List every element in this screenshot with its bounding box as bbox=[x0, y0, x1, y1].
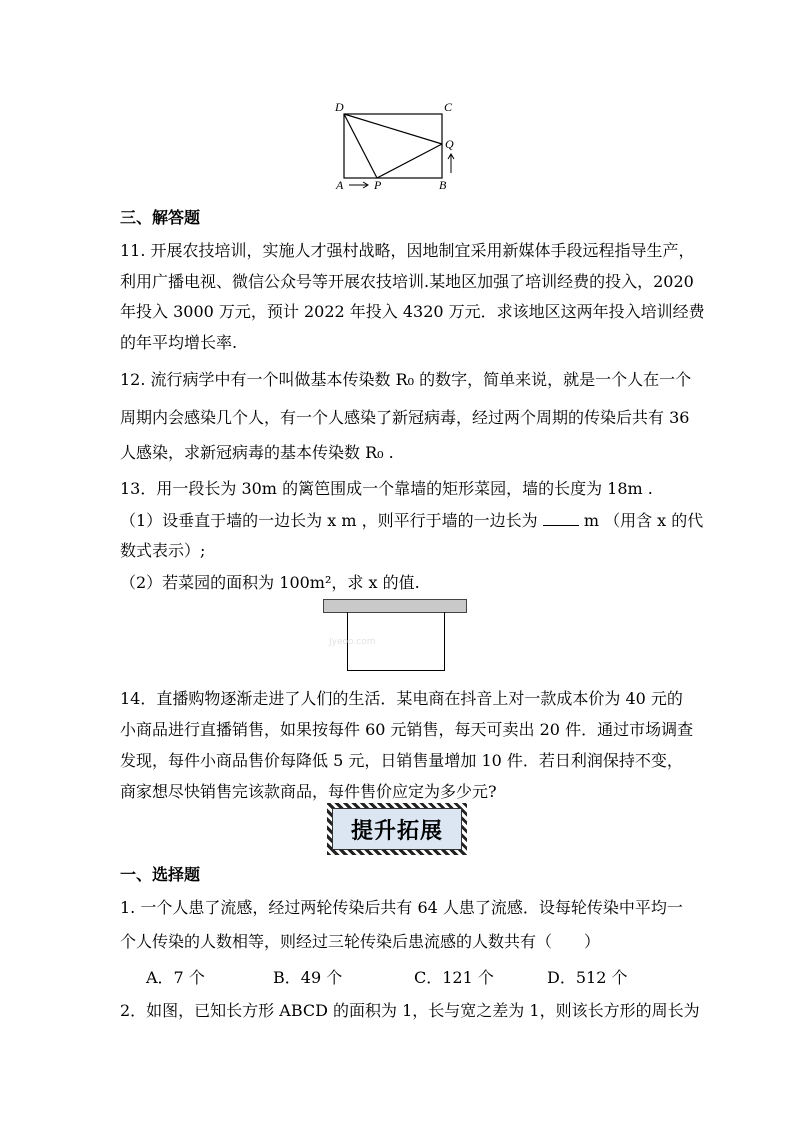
choice-d[interactable]: D．512 个 bbox=[547, 968, 628, 987]
wall bbox=[323, 599, 467, 613]
q11-line-4: 的年平均增长率. bbox=[120, 333, 238, 352]
q13-line-1: 13．用一段长为 30m 的篱笆围成一个靠墙的矩形菜园，墙的长度为 18m . bbox=[120, 479, 653, 498]
arrow-up-icon bbox=[448, 154, 454, 173]
q13-part-1 bbox=[120, 508, 704, 531]
rectangle-abcd bbox=[344, 114, 442, 178]
label-p: P bbox=[374, 178, 382, 192]
label-c: C bbox=[444, 100, 453, 114]
watermark: Jyeoo.com bbox=[329, 637, 376, 647]
mc1-line-1: 1. 一个人患了流感，经过两轮传染后共有 64 人患了流感．设每轮传染中平均一 bbox=[120, 898, 683, 917]
choice-b[interactable]: B．49 个 bbox=[273, 968, 343, 987]
segment-dp bbox=[344, 114, 377, 178]
segment-dq bbox=[344, 114, 442, 144]
choice-c[interactable]: C．121 个 bbox=[414, 968, 494, 987]
q12-line-3: 人感染，求新冠病毒的基本传染数 R₀ . bbox=[120, 443, 394, 462]
section-heading-choice: 一、选择题 bbox=[120, 865, 201, 884]
garden-figure bbox=[323, 599, 467, 672]
arrow-right-icon bbox=[349, 182, 368, 188]
q11-line-3: 年投入 3000 万元，预计 2022 年投入 4320 万元．求该地区这两年投入培训经费 bbox=[120, 302, 705, 321]
q13-part-1-cont: 数式表示）; bbox=[120, 541, 206, 560]
label-q: Q bbox=[445, 137, 454, 151]
label-d: D bbox=[335, 100, 344, 114]
label-a: A bbox=[336, 178, 344, 192]
q12-line-2: 周期内会感染几个人，有一个人感染了新冠病毒，经过两个周期的传染后共有 36 bbox=[120, 408, 690, 427]
q14-line-1: 14．直播购物逐渐走进了人们的生活．某电商在抖音上对一款成本价为 40 元的 bbox=[120, 689, 683, 708]
q11-line-2: 利用广播电视、微信公众号等开展农技培训.某地区加强了培训经费的投入，2020 bbox=[120, 272, 694, 291]
label-b: B bbox=[439, 178, 447, 192]
mc2-line-1: 2．如图，已知长方形 ABCD 的面积为 1，长与宽之差为 1，则该长方形的周长为 bbox=[120, 1001, 700, 1020]
choice-a[interactable]: A．7 个 bbox=[146, 968, 205, 987]
q14-line-3: 发现，每件小商品售价每降低 5 元，日销售量增加 10 件．若日利润保持不变， bbox=[120, 751, 683, 770]
q13-part-1-text: （1）设垂直于墙的一边长为 x m ，则平行于墙的一边长为 bbox=[120, 511, 538, 530]
q13-part-2: （2）若菜园的面积为 100m²，求 x 的值. bbox=[120, 573, 420, 592]
extension-banner bbox=[327, 803, 467, 855]
q12-line-1: 12. 流行病学中有一个叫做基本传染数 R₀ 的数字，简单来说，就是一个人在一个 bbox=[120, 370, 692, 389]
answer-blank[interactable] bbox=[543, 511, 579, 526]
extension-banner-text: 提升拓展 bbox=[332, 808, 462, 850]
mc1-line-2: 个人传染的人数相等，则经过三轮传染后患流感的人数共有（ ） bbox=[120, 932, 601, 951]
q11-line-1: 11. 开展农技培训，实施人才强村战略，因地制宜采用新媒体手段远程指导生产， bbox=[120, 241, 695, 260]
q14-line-4: 商家想尽快销售完该款商品，每件售价应定为多少元? bbox=[120, 782, 497, 801]
segment-pq bbox=[377, 144, 442, 178]
section-heading-answer: 三、解答题 bbox=[120, 208, 201, 227]
q13-part-1-text-b: m （用含 x 的代 bbox=[583, 511, 704, 530]
q14-line-2: 小商品进行直播销售，如果按每件 60 元销售，每天可卖出 20 件．通过市场调查 bbox=[120, 720, 694, 739]
rectangle-figure bbox=[330, 98, 460, 194]
